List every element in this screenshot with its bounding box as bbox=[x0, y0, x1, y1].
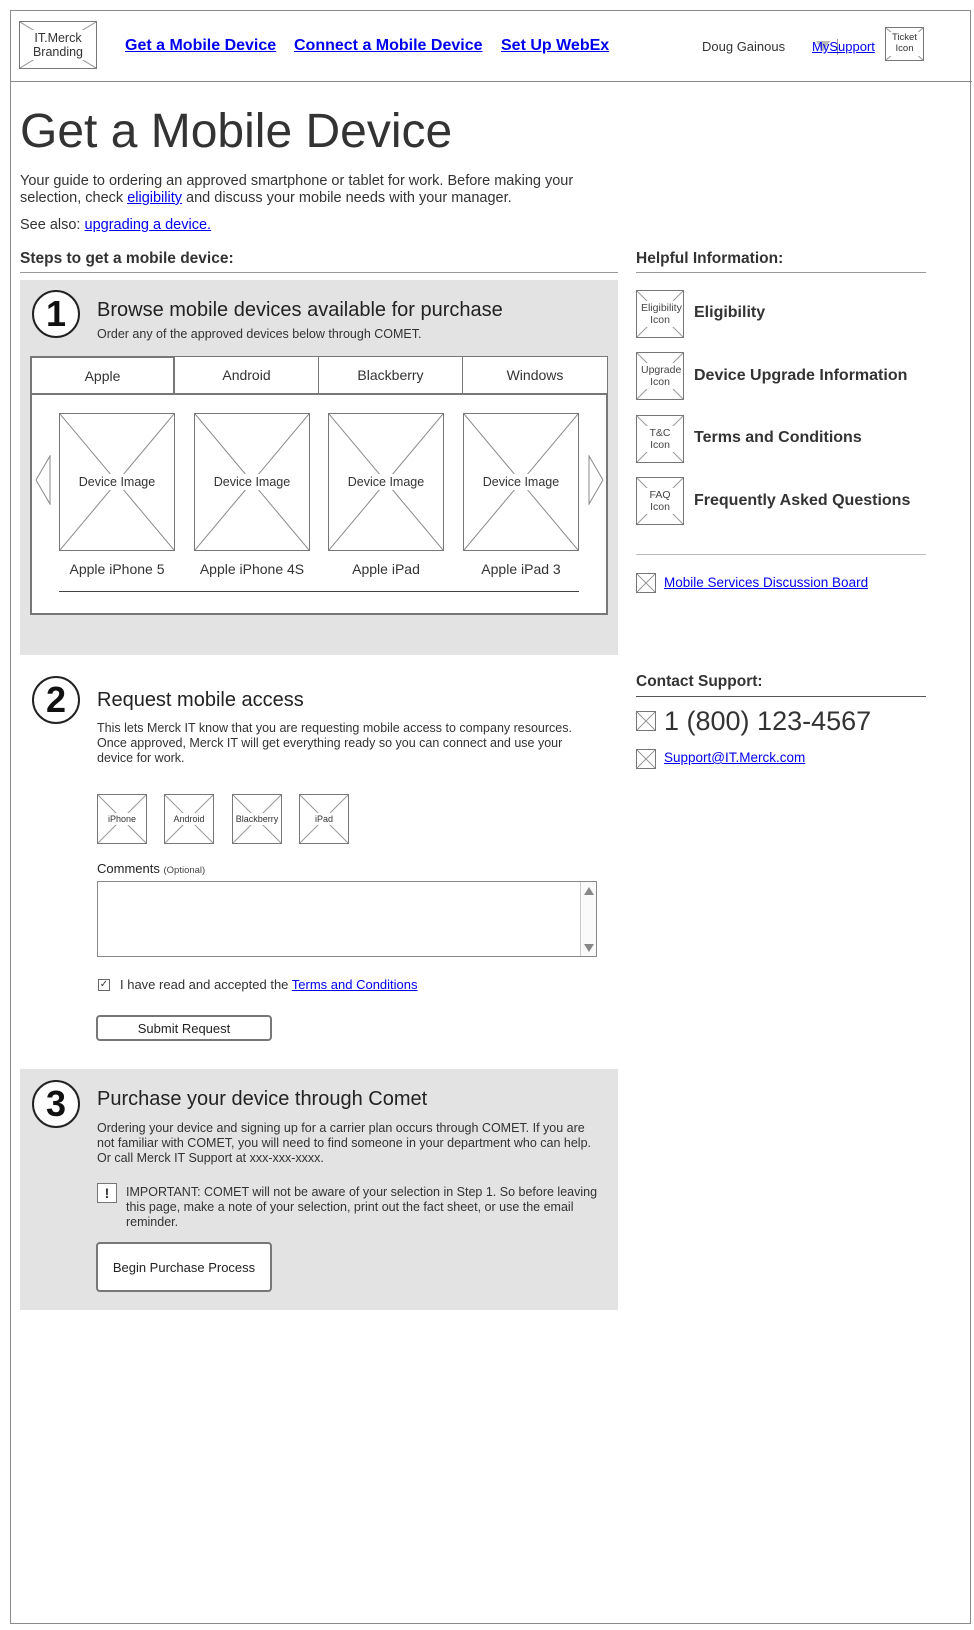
faq-link[interactable]: Frequently Asked Questions bbox=[694, 492, 911, 509]
step3-title: Purchase your device through Comet bbox=[97, 1088, 428, 1110]
steps-heading-rule bbox=[20, 272, 618, 273]
faq-icon[interactable] bbox=[636, 477, 684, 525]
step1-panel bbox=[20, 280, 618, 655]
chevron-left-icon[interactable] bbox=[34, 455, 52, 505]
page-title: Get a Mobile Device bbox=[20, 105, 453, 158]
important-note: IMPORTANT: COMET will not be aware of your selection in Step 1. So before leaving this page, make a note of your selection, print out the fact sheet, or use the email reminder. bbox=[126, 1185, 598, 1229]
android-option[interactable] bbox=[164, 794, 214, 844]
device-name[interactable]: Apple iPad bbox=[352, 561, 420, 577]
android-option-label: Android bbox=[173, 813, 205, 824]
ticket-icon[interactable] bbox=[885, 27, 924, 61]
support-email-link[interactable]: Support@IT.Merck.com bbox=[664, 750, 806, 765]
intro-text bbox=[20, 173, 590, 207]
step1-number: 1 bbox=[32, 290, 80, 338]
ticket-icon-label: Ticket Icon bbox=[890, 32, 920, 56]
see-also bbox=[20, 217, 211, 233]
device-image-label: Device Image bbox=[78, 474, 156, 489]
tab-windows[interactable]: Windows bbox=[462, 356, 608, 394]
user-name[interactable]: Doug Gainous bbox=[702, 39, 786, 54]
branding-logo[interactable] bbox=[19, 21, 97, 69]
device-image[interactable] bbox=[328, 413, 444, 551]
contact-heading: Contact Support: bbox=[636, 673, 763, 690]
step3-desc: Ordering your device and signing up for a carrier plan occurs through COMET. If you are not familiar with COMET, you will need to find someone in your department who can help. Or call Merck IT Support at xxx-xxx-xxxx. bbox=[97, 1121, 591, 1165]
warning-icon: ! bbox=[97, 1183, 117, 1203]
device-image[interactable] bbox=[59, 413, 175, 551]
branding-label: IT.Merck Branding bbox=[26, 30, 90, 61]
carousel-rule bbox=[59, 591, 579, 592]
step2-desc: This lets Merck IT know that you are requesting mobile access to company resources. Once approved, Merck IT will get everything ready so you can connect and use your device for work. bbox=[97, 721, 572, 765]
intro-text-end: and discuss your mobile needs with your manager. bbox=[182, 190, 512, 206]
upgrade-info-link[interactable]: Device Upgrade Information bbox=[694, 367, 908, 384]
nav-connect-mobile-device[interactable]: Connect a Mobile Device bbox=[294, 37, 483, 54]
step1-desc: Order any of the approved devices below through COMET. bbox=[97, 327, 422, 341]
tab-android[interactable]: Android bbox=[174, 356, 319, 394]
device-image-label: Device Image bbox=[347, 474, 425, 489]
upgrading-device-link[interactable]: upgrading a device. bbox=[84, 217, 212, 233]
ipad-option-label: iPad bbox=[314, 813, 333, 824]
terms-row bbox=[120, 977, 418, 992]
page-frame bbox=[10, 10, 971, 1624]
comments-optional: (Optional) bbox=[163, 865, 206, 876]
terms-checkbox[interactable]: ✓ bbox=[99, 979, 109, 990]
device-image-label: Device Image bbox=[213, 474, 291, 489]
submit-request-button[interactable]: Submit Request bbox=[96, 1015, 272, 1041]
support-phone: 1 (800) 123-4567 bbox=[664, 706, 872, 736]
contact-heading-rule bbox=[636, 696, 926, 697]
eligibility-icon-label: Eligibility Icon bbox=[641, 301, 682, 326]
nav-get-mobile-device[interactable]: Get a Mobile Device bbox=[125, 37, 277, 54]
terms-icon-label: T&C Icon bbox=[640, 426, 680, 452]
tab-blackberry[interactable]: Blackberry bbox=[318, 356, 463, 394]
step3-number: 3 bbox=[32, 1080, 80, 1128]
comments-field[interactable] bbox=[97, 881, 597, 957]
eligibility-link[interactable]: eligibility bbox=[127, 190, 183, 206]
phone-icon bbox=[636, 711, 656, 731]
intro-text-start: Your guide to ordering an approved smartphone or tablet for work. Before making your selection, check bbox=[20, 173, 574, 206]
arrow-up-icon[interactable] bbox=[584, 887, 594, 895]
arrow-down-icon[interactable] bbox=[584, 944, 594, 952]
see-also-label: See also: bbox=[20, 217, 85, 233]
begin-purchase-button[interactable]: Begin Purchase Process bbox=[96, 1242, 272, 1292]
helpful-heading-rule bbox=[636, 272, 926, 273]
nav-set-up-webex[interactable]: Set Up WebEx bbox=[501, 37, 610, 54]
device-name[interactable]: Apple iPhone 5 bbox=[69, 561, 165, 577]
email-icon bbox=[636, 749, 656, 769]
device-image-label: Device Image bbox=[482, 474, 560, 489]
blackberry-option[interactable] bbox=[232, 794, 282, 844]
iphone-option-label: iPhone bbox=[107, 813, 137, 824]
step2-title: Request mobile access bbox=[97, 689, 304, 711]
upgrade-icon-label: Upgrade Icon bbox=[641, 363, 682, 388]
top-bar bbox=[11, 11, 972, 82]
comments-label-row bbox=[97, 861, 205, 876]
comments-scrollbar[interactable] bbox=[580, 882, 596, 956]
device-image[interactable] bbox=[463, 413, 579, 551]
mysupport-link[interactable]: MySupport bbox=[812, 39, 875, 54]
helpful-heading: Helpful Information: bbox=[636, 250, 784, 267]
device-image[interactable] bbox=[194, 413, 310, 551]
comments-label: Comments bbox=[97, 861, 160, 876]
step1-title: Browse mobile devices available for purchase bbox=[97, 299, 503, 321]
chevron-right-icon[interactable] bbox=[587, 455, 605, 505]
eligibility-icon[interactable] bbox=[636, 290, 684, 338]
iphone-option[interactable] bbox=[97, 794, 147, 844]
device-name[interactable]: Apple iPhone 4S bbox=[199, 561, 305, 577]
device-name[interactable]: Apple iPad 3 bbox=[481, 561, 561, 577]
helpful-divider bbox=[636, 554, 926, 555]
device-tabs bbox=[30, 356, 608, 394]
eligibility-link-heading[interactable]: Eligibility bbox=[694, 304, 766, 321]
terms-link[interactable]: Terms and Conditions bbox=[291, 977, 418, 992]
discussion-board-link[interactable]: Mobile Services Discussion Board bbox=[664, 575, 869, 590]
step2-number: 2 bbox=[32, 676, 80, 724]
steps-heading: Steps to get a mobile device: bbox=[20, 250, 234, 267]
discussion-board-icon bbox=[636, 573, 656, 593]
faq-icon-label: FAQ Icon bbox=[642, 488, 678, 514]
tab-apple[interactable]: Apple bbox=[30, 356, 175, 394]
terms-icon[interactable] bbox=[636, 415, 684, 463]
ipad-option[interactable] bbox=[299, 794, 349, 844]
upgrade-icon[interactable] bbox=[636, 352, 684, 400]
terms-text: I have read and accepted the bbox=[120, 977, 292, 992]
step3-panel bbox=[20, 1069, 618, 1310]
device-carousel bbox=[30, 393, 608, 615]
terms-conditions-link[interactable]: Terms and Conditions bbox=[694, 429, 862, 446]
blackberry-option-label: Blackberry bbox=[235, 813, 279, 824]
